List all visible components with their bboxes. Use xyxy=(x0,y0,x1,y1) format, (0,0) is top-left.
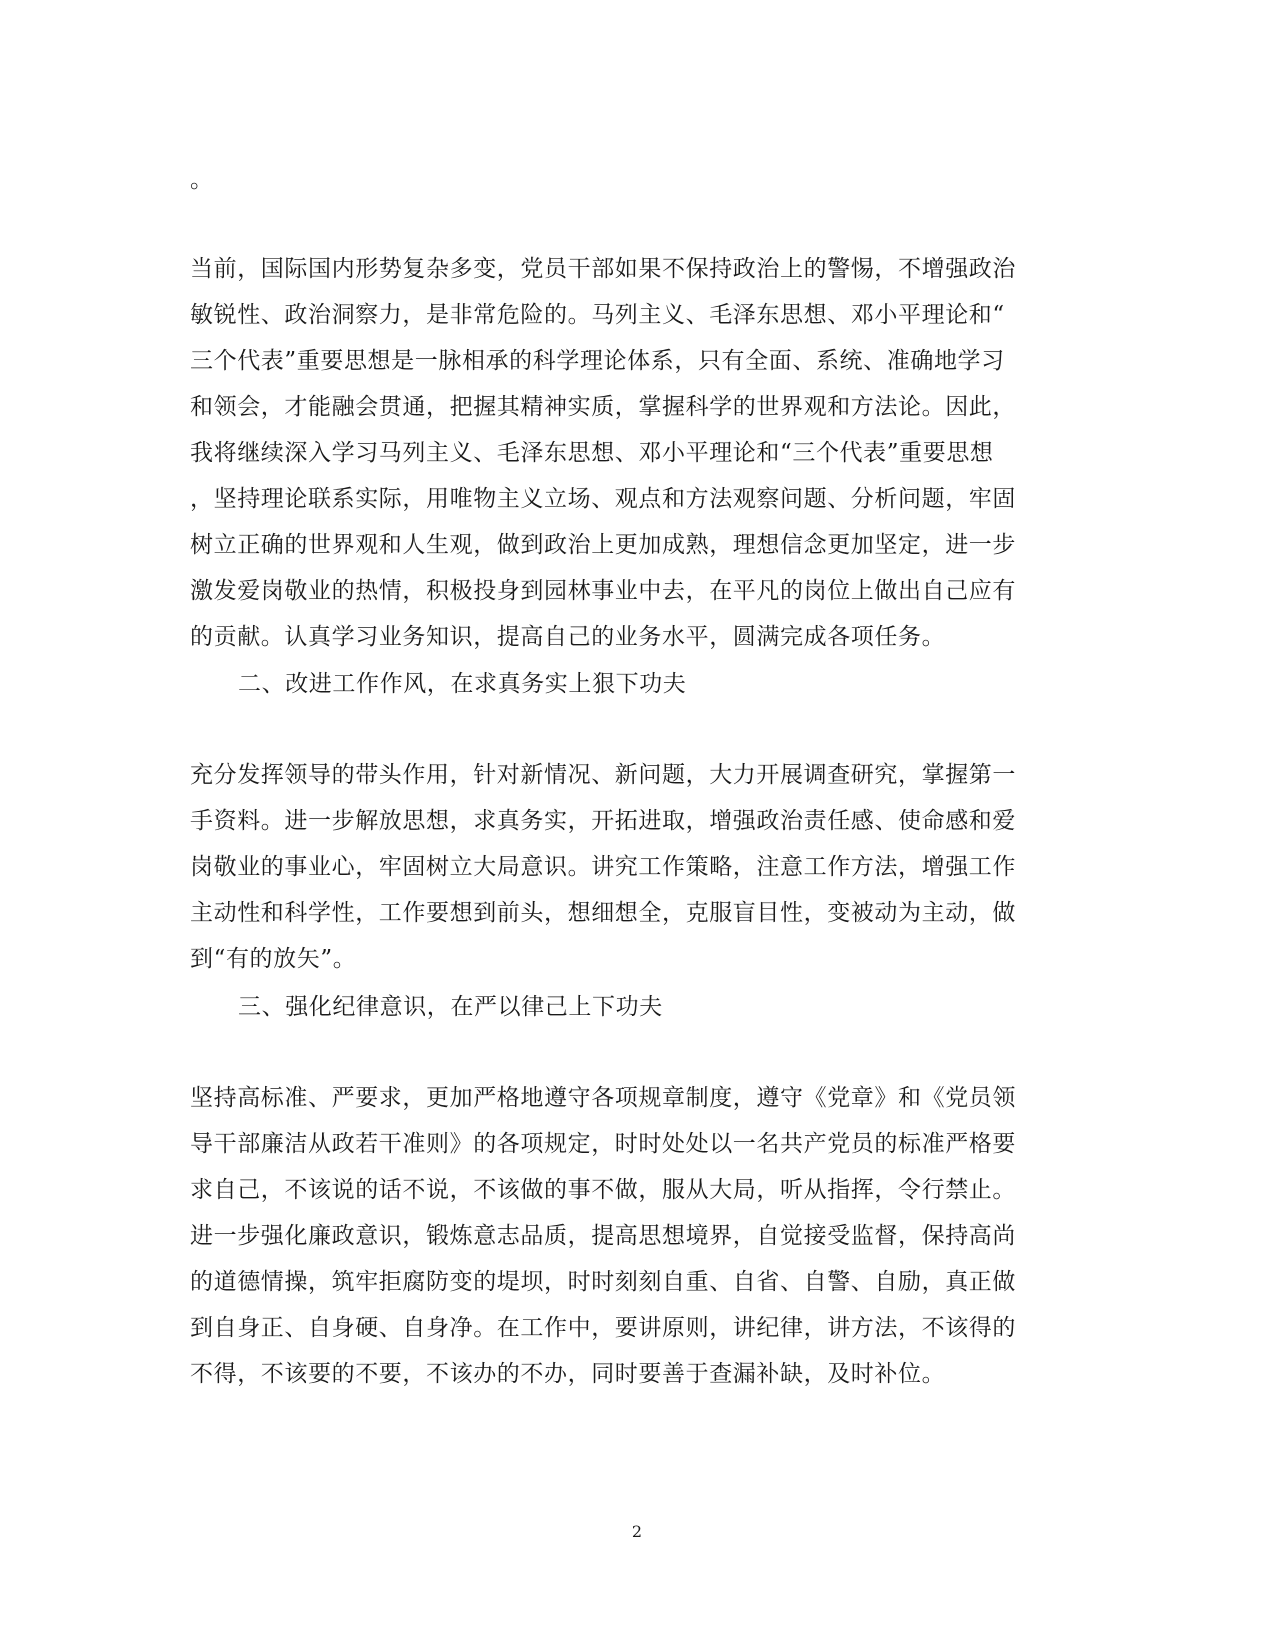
paragraph-line: 手资料。进一步解放思想，求真务实，开拓进取，增强政治责任感、使命感和爱 xyxy=(190,808,1016,834)
paragraph-line: 坚持高标准、严要求，更加严格地遵守各项规章制度，遵守《党章》和《党员领 xyxy=(190,1085,1016,1111)
paragraph-line: 岗敬业的事业心，牢固树立大局意识。讲究工作策略，注意工作方法，增强工作 xyxy=(190,854,1016,880)
paragraph-line: 和领会，才能融会贯通，把握其精神实质，掌握科学的世界观和方法论。因此， xyxy=(190,394,1016,420)
section-heading-work-style: 二、改进工作作风，在求真务实上狠下功夫 xyxy=(238,671,687,697)
paragraph-line: 敏锐性、政治洞察力，是非常危险的。马列主义、毛泽东思想、邓小平理论和“ xyxy=(190,302,1005,328)
page-number: 2 xyxy=(631,1522,643,1541)
paragraph-line: 三个代表”重要思想是一脉相承的科学理论体系，只有全面、系统、准确地学习 xyxy=(190,348,1005,374)
paragraph-line: 不得，不该要的不要，不该办的不办，同时要善于查漏补缺，及时补位。 xyxy=(190,1361,946,1387)
paragraph-line: 树立正确的世界观和人生观，做到政治上更加成熟，理想信念更加坚定，进一步 xyxy=(190,532,1016,558)
paragraph-line: ，坚持理论联系实际，用唯物主义立场、观点和方法观察问题、分析问题，牢固 xyxy=(190,486,1016,512)
paragraph-line: 导干部廉洁从政若干准则》的各项规定，时时处处以一名共产党员的标准严格要 xyxy=(190,1131,1016,1157)
paragraph-line: 充分发挥领导的带头作用，针对新情况、新问题，大力开展调查研究，掌握第一 xyxy=(190,762,1016,788)
leading-punctuation: 。 xyxy=(190,167,214,193)
paragraph-line: 主动性和科学性，工作要想到前头，想细想全，克服盲目性，变被动为主动，做 xyxy=(190,900,1016,926)
paragraph-line: 激发爱岗敬业的热情，积极投身到园林事业中去，在平凡的岗位上做出自己应有 xyxy=(190,578,1016,604)
paragraph-line: 到自身正、自身硬、自身净。在工作中，要讲原则，讲纪律，讲方法，不该得的 xyxy=(190,1315,1016,1341)
paragraph-line: 的道德情操，筑牢拒腐防变的堤坝，时时刻刻自重、自省、自警、自励，真正做 xyxy=(190,1269,1016,1295)
paragraph-line: 求自己，不该说的话不说，不该做的事不做，服从大局，听从指挥，令行禁止。 xyxy=(190,1177,1016,1203)
paragraph-line: 的贡献。认真学习业务知识，提高自己的业务水平，圆满完成各项任务。 xyxy=(190,624,946,650)
paragraph-line: 当前，国际国内形势复杂多变，党员干部如果不保持政治上的警惕，不增强政治 xyxy=(190,256,1016,282)
paragraph-line: 进一步强化廉政意识，锻炼意志品质，提高思想境界，自觉接受监督，保持高尚 xyxy=(190,1223,1016,1249)
section-heading-discipline: 三、强化纪律意识，在严以律己上下功夫 xyxy=(238,994,663,1020)
paragraph-line: 我将继续深入学习马列主义、毛泽东思想、邓小平理论和“三个代表”重要思想 xyxy=(190,440,994,466)
paragraph-line: 到“有的放矢”。 xyxy=(190,946,357,972)
